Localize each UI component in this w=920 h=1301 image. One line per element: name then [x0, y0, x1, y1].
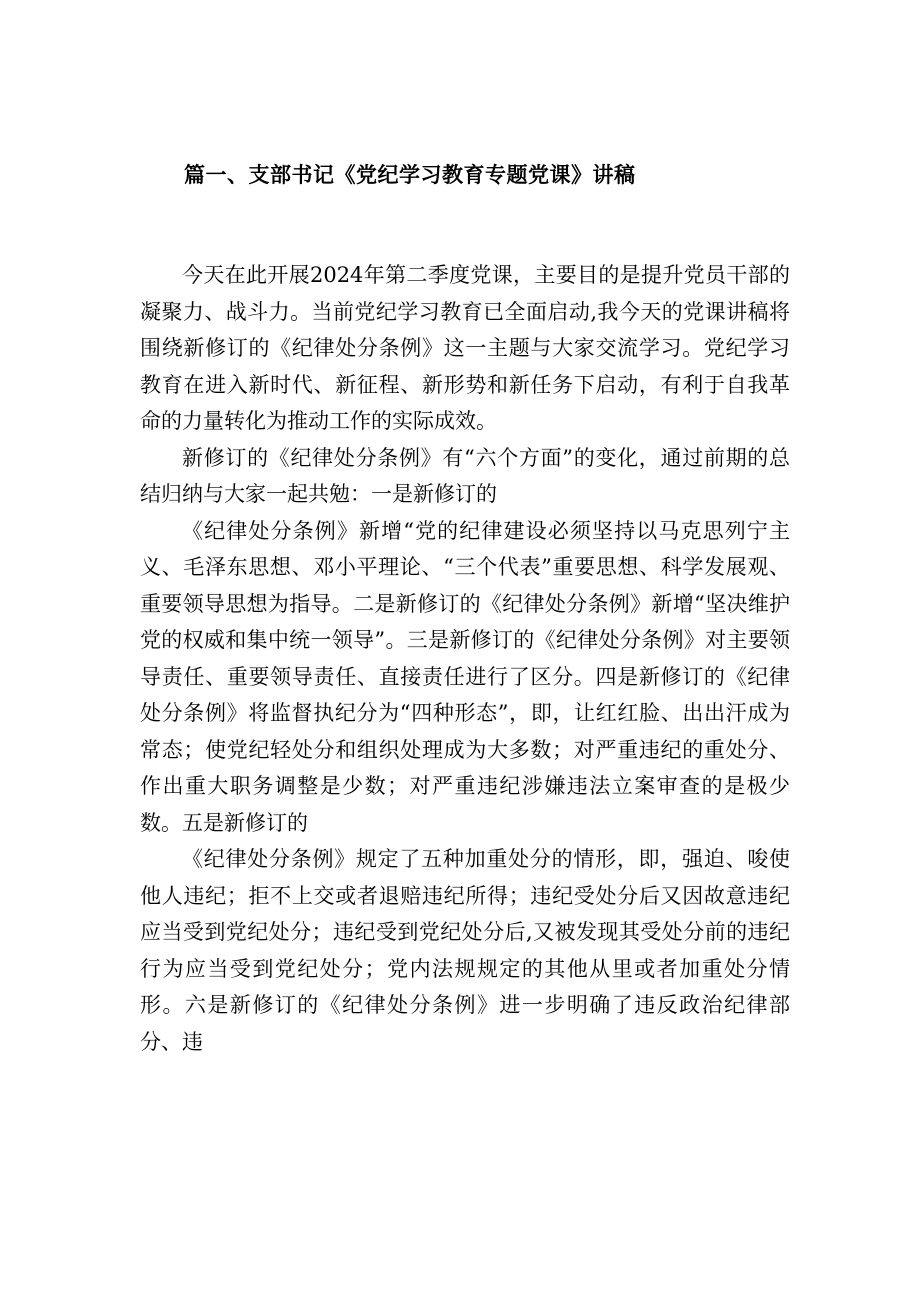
document-body [140, 257, 790, 1060]
paragraph-2: 新修订的《纪律处分条例》有“六个方面”的变化，通过前期的总结归纳与大家一起共勉：一是新修订的 [140, 445, 790, 506]
document-title: 篇一、支部书记《党纪学习教育专题党课》讲稿 [184, 162, 636, 187]
paragraph-1: 今天在此开展2024年第二季度党课，主要目的是提升党员干部的凝聚力、战斗力。当前党纪学习教育已全面启动,我今天的党课讲稿将围绕新修订的《纪律处分条例》这一主题与大家交流学习。党纪学习教育在进入新时代、新征程、新形势和新任务下启动，有利于自我革命的力量转化为推动工作的实际成效。 [140, 263, 790, 433]
paragraph-3: 《纪律处分条例》新增“党的纪律建设必须坚持以马克思列宁主义、毛泽东思想、邓小平理论、“三个代表”重要思想、科学发展观、重要领导思想为指导。二是新修订的《纪律处分条例》新增“坚决维护党的权威和集中统一领导”。三是新修订的《纪律处分条例》对主要领导责任、重要领导责任、直接责任进行了区分。四是新修订的《纪律处分条例》将监督执纪分为“四种形态”，即，让红红脸、出出汗成为常态；使党纪轻处分和组织处理成为大多数；对严重违纪的重处分、作出重大职务调整是少数；对严重违纪涉嫌违法立案审查的是极少数。五是新修订的 [140, 518, 790, 835]
paragraph-4: 《纪律处分条例》规定了五种加重处分的情形，即，强迫、唆使他人违纪；拒不上交或者退赔违纪所得；违纪受处分后又因故意违纪应当受到党纪处分；违纪受到党纪处分后,又被发现其受处分前的违纪行为应当受到党纪处分；党内法规规定的其他从里或者加重处分情形。六是新修订的《纪律处分条例》进一步明确了违反政治纪律部分、违 [140, 847, 790, 1054]
